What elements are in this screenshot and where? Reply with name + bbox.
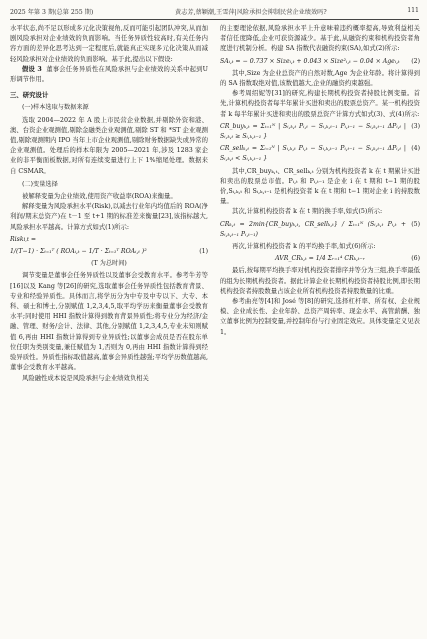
paragraph: 的主要理论依据,风险承担水平上升意味着违约概率提高,导致利益相关者信任度降低,企业可获资源减少。基于此,从融资约束和机构投资者角度进行机制分析。构建 SA 指数代表融资约束(SA),如式(2)所示: xyxy=(220,25,420,53)
page-number: 111 xyxy=(407,7,419,14)
left-column xyxy=(10,24,208,384)
equation-1-lhs: Riski,t = xyxy=(10,235,37,243)
journal-issue: 2025 年第 3 期(总第 255 期) xyxy=(10,9,94,16)
paragraph: 风险融性成本说是风险承担与企业绩效负相关 xyxy=(22,374,149,382)
paragraph: 其中,CR_buyₖ,ₜ、CR_sellₖ,ₜ 分别为机构投资者 k 在 t 期累计买进和卖出的股票总市值。Pᵢ,ₜ 和 Pᵢ,ₜ₋₁ 是企业 i 在 t 期和 t−1 期的股价,Sᵢ,ₖ,ₜ 和 Sᵢ,ₖ,ₜ₋₁ 是机构投资者 k 在 t 期和 t−1 期对企业 i 的持股数量。 xyxy=(220,167,420,206)
paragraph: 参考周绍妮等[31]的研究,构建长期机构投资者持股比例变量。首先,计算机构投资者每半年累计买进和卖出的股票总资产。某一机构投资者 k 每半年累计买进和卖出的股票总资产计算方式如式(3)、式(4)所示: xyxy=(220,90,420,118)
running-title: 黄志芳,蔡颖潮,王雪萍|风险承担会抑制民营企业绩效吗? xyxy=(175,9,327,16)
paragraph: 再次,计算机构投资者 k 的平均换手率,如式(6)所示: xyxy=(232,243,376,251)
paragraph: 解释变量为风险承担水平(Risk),以减去行业年内均值后的 ROA(净利润/期末总资产)在 t－1 至 t+1 期的标准差来衡量[23],该指标越大,风险承担水平越高。计算方式如式(1)所示: xyxy=(10,203,208,231)
subsection-heading: (二)变量选择 xyxy=(22,180,58,188)
paragraph: 水平状态,尚不足以形成多元化决策视角,反而可能引起团队冲突,从而加剧风险承担对企业绩效的负面影响。当任务异质性较高时,有关任务内容方面的差异化思考达到一定程度后,就能真正实现多元化决策从而减轻风险承担对企业绩效的负面影响。基于此,提出以下假设: xyxy=(10,25,208,63)
paragraph: 最后,按每期平均换手率对机构投资者排序并等分为三组,换手率最低的组为长期机构投资者。据此计算企业长期机构投资者持股比例,即长期机构投资者持股数量占该企业所有机构投资者持股数量的比重。 xyxy=(220,267,421,295)
equation-3: CR_buyₖ,ₜ = Σᵢ₌₁ᴺ | Sᵢ,ₖ,ₜ Pᵢ,ₜ − Sᵢ,ₖ,ₜ₋₁ Pᵢ,ₜ₋₁ − Sᵢ,ₖ,ₜ₋₁ ΔPᵢ,ₜ | Sᵢ,ₖ,ₜ ≥ Sᵢ,ₖ,ₜ₋₁ } (3) xyxy=(220,122,420,141)
paragraph: 参考曲亮等[4]和 José 等[8]的研究,选择杠杆率、所有权、企业规模、企业成长性、企业年龄、总资产周转率、现金水平、高管薪酬、独立董事比例为控制变量,并控制年份与行业固定效应。具体变量定义见表 1。 xyxy=(220,298,420,336)
page-header xyxy=(10,7,419,18)
equation-number: (1) xyxy=(199,248,208,256)
paragraph: 被解释变量为企业绩效,使用资产收益率(ROA)来衡量。 xyxy=(22,193,177,201)
subsection-heading: (一)样本选取与数据来源 xyxy=(22,104,89,112)
equation-1-note: (T 为总时间) xyxy=(91,260,127,268)
equation-5: CRₖ,ₜ = 2min{CR_buyₖ,ₜ, CR_sellₖ,ₜ} / Σᵢ₌₁ᴺ (Sᵢ,ₖ,ₜ Pᵢ,ₜ + Sᵢ,ₖ,ₜ₋₁ Pᵢ,ₜ₋₁) (5) xyxy=(220,220,420,238)
hypothesis-3 xyxy=(10,65,208,85)
equation-2: SAᵢ,ₜ = − 0.737 × Sizeᵢ,ₜ + 0.043 × Size²ᵢ,ₜ − 0.04 × Ageᵢ,ₜ (2) xyxy=(220,57,420,65)
hypothesis-label: 假设 3 xyxy=(22,65,42,73)
equation-4: CR_sellₖ,ₜ = Σᵢ₌₁ᴺ | Sᵢ,ₖ,ₜ Pᵢ,ₜ − Sᵢ,ₖ,ₜ₋₁ Pᵢ,ₜ₋₁ − Sᵢ,ₖ,ₜ₋₁ ΔPᵢ,ₜ | Sᵢ,ₖ,ₜ < Sᵢ,ₖ,ₜ₋₁ } (4) xyxy=(220,145,420,163)
paragraph: 其中,Size 为企业总资产的自然对数,Age 为企业年龄。将计算得到的 SA 指数取绝对值,该数值越大,企业的融资约束越强。 xyxy=(220,69,420,88)
header-rule xyxy=(10,19,419,20)
section-heading: 三、研究设计 xyxy=(10,91,49,100)
paragraph: 其次,计算机构投资者 k 在 t 期的换手率,如式(5)所示: xyxy=(232,208,383,216)
right-column xyxy=(220,24,420,338)
equation-1: 1/(T−1) · Σₜ₌₁ᵀ ( ROAᵢ,ₜ − 1/T · Σₜ₌₁ᵀ ROAᵢ,ₜ )² (1) xyxy=(10,247,208,257)
paragraph: 调节变量是董事会任务异质性以及董事会受教育水平。参考牛芳等[16]以及 Kang 等[26]的研究,选取董事会任务异质性包括教育背景、专业和经验异质性。具体而言,将学历分为中专及中专以下、大专、本科、硕士和博士,分别赋值 1,2,3,4,5,取平均学历来衡量董事会受教育水平;同时使用 HHI 指数计算得到教育背景异质性;将专业分为经济/金融、管理、财务/会计、法律、其他,分别赋值 1,2,3,4,5,专业未知则赋值 6,再由 HHI 指数计算得到专业异质性;以董事会成员是否在股东单位任职为类别变量,兼任赋值为 1,否则为 0,再由 HHI 指数计算得到经验异质性。异质性指标取值越高,董事会异质性越强;平均学历数值越高,董事会受教育水平越高。 xyxy=(10,272,208,372)
equation-6: AVR_CRₖ,ₜ = 1/4 Σᵣ₌₁⁴ CRₖ,ₜ₋ᵣ (6) xyxy=(275,255,420,263)
hypothesis-text: 董事会任务异质性在风险承担与企业绩效的关系中起到U形调节作用。 xyxy=(10,65,208,84)
paragraph: 选取 2004—2022 年 A 股上市民营企业数据,并剔除外资和港、澳、台资企业观测值,剔除金融类企业观测值,剔除 ST 和 *ST 企业观测值,剔除观测期内 IPO 当年上市企业观测值,剔除财务数据缺失或异常的企业观测值。处理后的样本年限为 2005—2021 年,涉及 1283 家企业的非平衡面板数据,对所有连续变量进行上下 1%缩尾处理。数据来自 CSMAR。 xyxy=(10,116,208,175)
